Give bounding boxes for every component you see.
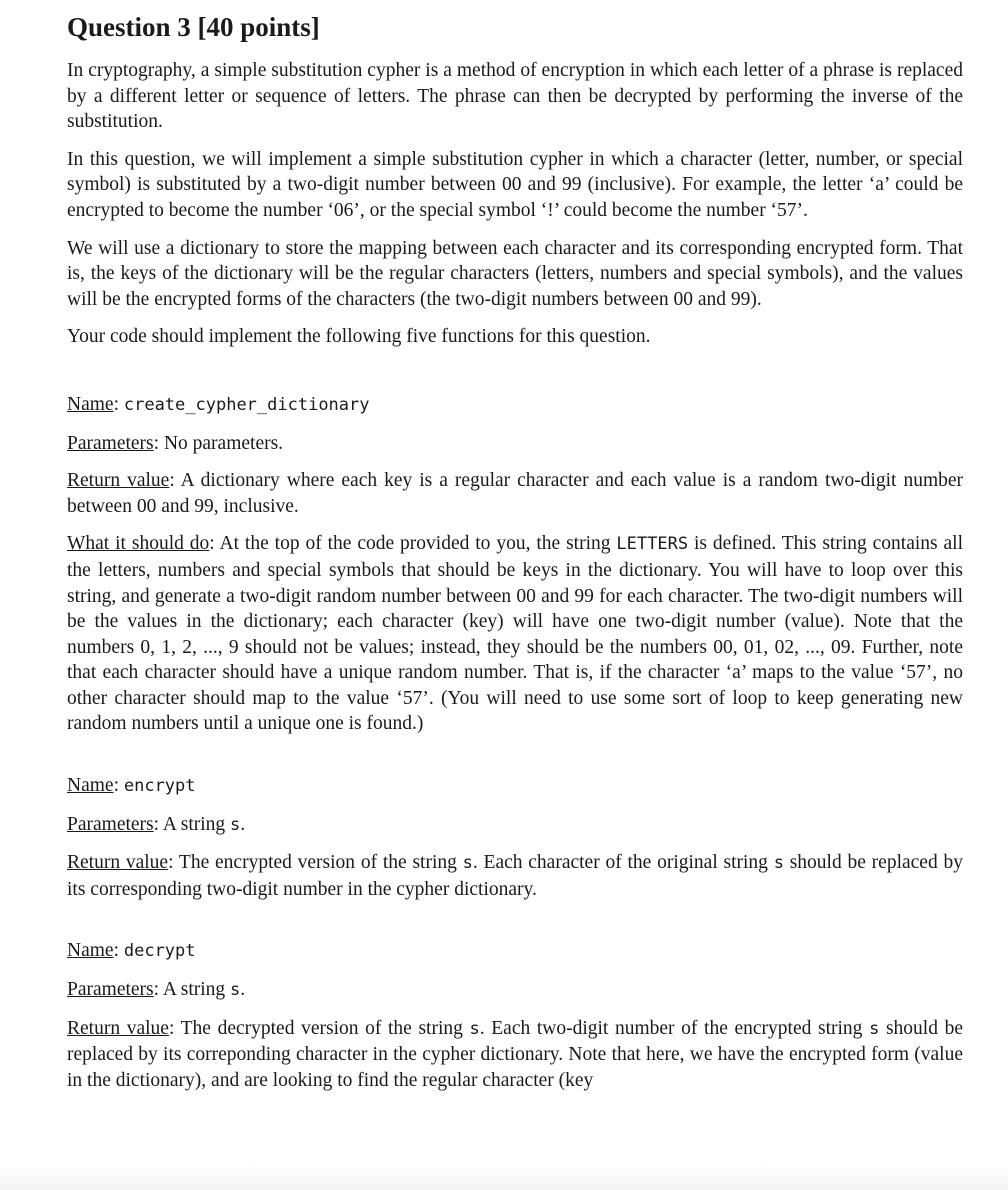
what-it-should-do-text-2: is defined. This string contains all the letters, numbers and special symbols that should be keys in the dictionary. You will have to loop over this string, and generate a two-digit random number between 00 and 99 for each character. The two-digit numbers will be the values in the dictionary; each character (key) will have one two-digit number (value). Note that the numbers 0, 1, 2, ..., 9 should not be values; instead, they should be the numbers 00, 01, 02, ..., 09. Further, note that each character should have a unique random number. That is, if the character ‘a’ maps to the value ‘57’, no other character should map to the value ‘57’. (You will need to use some sort of loop to keep generating new random numbers until a unique one is found.)	[67, 533, 964, 735]
return-value-line: Return value: The decrypted version of the string s. Each two-digit number of the encrypted string s should be replaced by its correponding character in the cypher dictionary. Note that here, we have the encrypted form (value in the dictionary), and are looking to find the regular character (key	[67, 1017, 963, 1091]
function-create-cypher-dictionary	[67, 392, 963, 737]
parameter-code: s	[230, 814, 241, 835]
name-label: Name	[67, 775, 114, 797]
return-value-line: Return value: A dictionary where each key is a regular character and each value is a random two-digit number between 00 and 99, inclusive.	[67, 470, 964, 517]
return-value-text: A dictionary where each key is a regular character and each value is a random two-digit number between 00 and 99, inclusive.	[67, 470, 964, 517]
function-name-line: Name: decrypt	[67, 940, 196, 962]
function-decrypt	[67, 938, 963, 1093]
parameters-text: No parameters.	[163, 432, 284, 454]
function-name-line: Name: encrypt	[67, 775, 196, 797]
return-value-label: Return value	[67, 470, 170, 492]
parameters-label: Parameters	[67, 432, 154, 454]
return-value-text-3: should be replaced by its correponding character in the cypher dictionary. Note that here, we have the encrypted form (value in the dictionary), and are looking to find the regular character (key	[67, 1017, 963, 1091]
parameters-line: Parameters: No parameters.	[67, 432, 284, 454]
function-name: encrypt	[123, 776, 196, 797]
function-encrypt	[67, 773, 963, 902]
parameters-line: Parameters: A string s.	[67, 979, 246, 1001]
return-value-code-1: s	[469, 1018, 480, 1039]
function-name-line: Name: create_cypher_dictionary	[67, 393, 370, 415]
return-value-text-2: . Each two-digit number of the encrypted string	[479, 1017, 870, 1039]
question-title: Question 3 [40 points]	[67, 12, 320, 42]
function-name: create_cypher_dictionary	[123, 394, 370, 415]
document-page	[67, 8, 963, 1105]
return-value-text-2: . Each character of the original string	[472, 852, 774, 874]
letters-constant: LETTERS	[616, 534, 689, 555]
parameters-suffix: .	[240, 813, 246, 835]
parameters-suffix: .	[240, 979, 246, 1001]
return-value-text-1: The decrypted version of the string	[180, 1017, 470, 1039]
return-value-label: Return value	[67, 1017, 169, 1039]
what-it-should-do-text-1: At the top of the code provided to you, the string	[219, 533, 617, 555]
what-it-should-do-line: What it should do: At the top of the code provided to you, the string LETTERS is defined. This string contains all the letters, numbers and special symbols that should be keys in the dictionary. You will have to loop over this string, and generate a two-digit random number between 00 and 99 for each character. The two-digit numbers will be the values in the dictionary; each character (key) will have one two-digit number (value). Note that the numbers 0, 1, 2, ..., 9 should not be values; instead, they should be the numbers 00, 01, 02, ..., 09. Further, note that each character should have a unique random number. That is, if the character ‘a’ maps to the value ‘57’, no other character should map to the value ‘57’. (You will need to use some sort of loop to keep generating new random numbers until a unique one is found.)	[67, 533, 964, 735]
parameters-prefix: A string	[162, 813, 231, 835]
return-value-code-2: s	[773, 853, 784, 874]
intro-paragraph-4: Your code should implement the following five functions for this question.	[67, 326, 651, 348]
function-name: decrypt	[123, 941, 196, 962]
what-it-should-do-label: What it should do	[67, 533, 210, 555]
parameters-label: Parameters	[67, 979, 154, 1001]
return-value-text-3: should be replaced by its corresponding two-digit number in the cypher dictionary.	[67, 852, 963, 900]
intro-paragraph-2: In this question, we will implement a simple substitution cypher in which a character (letter, number, or special symbol) is substituted by a two-digit number between 00 and 99 (inclusive). For example, the letter ‘a’ could be encrypted to become the number ‘06’, or the special symbol ‘!’ could become the number ‘57’.	[67, 148, 963, 221]
page-bottom-fade	[0, 1164, 1008, 1190]
parameters-label: Parameters	[67, 813, 154, 835]
return-value-line: Return value: The encrypted version of the string s. Each character of the original string s should be replaced by its corresponding two-digit number in the cypher dictionary.	[67, 852, 963, 900]
return-value-code-2: s	[869, 1018, 880, 1039]
return-value-label: Return value	[67, 852, 169, 874]
parameters-prefix: A string	[162, 979, 231, 1001]
intro-paragraph-3: We will use a dictionary to store the mapping between each character and its corresponding encrypted form. That is, the keys of the dictionary will be the regular characters (letters, numbers and special symbols), and the values will be the encrypted forms of the characters (the two-digit numbers between 00 and 99).	[67, 237, 963, 310]
return-value-code-1: s	[462, 853, 473, 874]
return-value-text-1: The encrypted version of the string	[178, 852, 463, 874]
name-label: Name	[67, 940, 114, 962]
parameter-code: s	[230, 980, 241, 1001]
parameters-line: Parameters: A string s.	[67, 813, 246, 835]
name-label: Name	[67, 393, 114, 415]
intro-paragraph-1: In cryptography, a simple substitution cypher is a method of encryption in which each letter of a phrase is replaced by a different letter or sequence of letters. The phrase can then be decrypted by performing the inverse of the substitution.	[67, 60, 963, 133]
